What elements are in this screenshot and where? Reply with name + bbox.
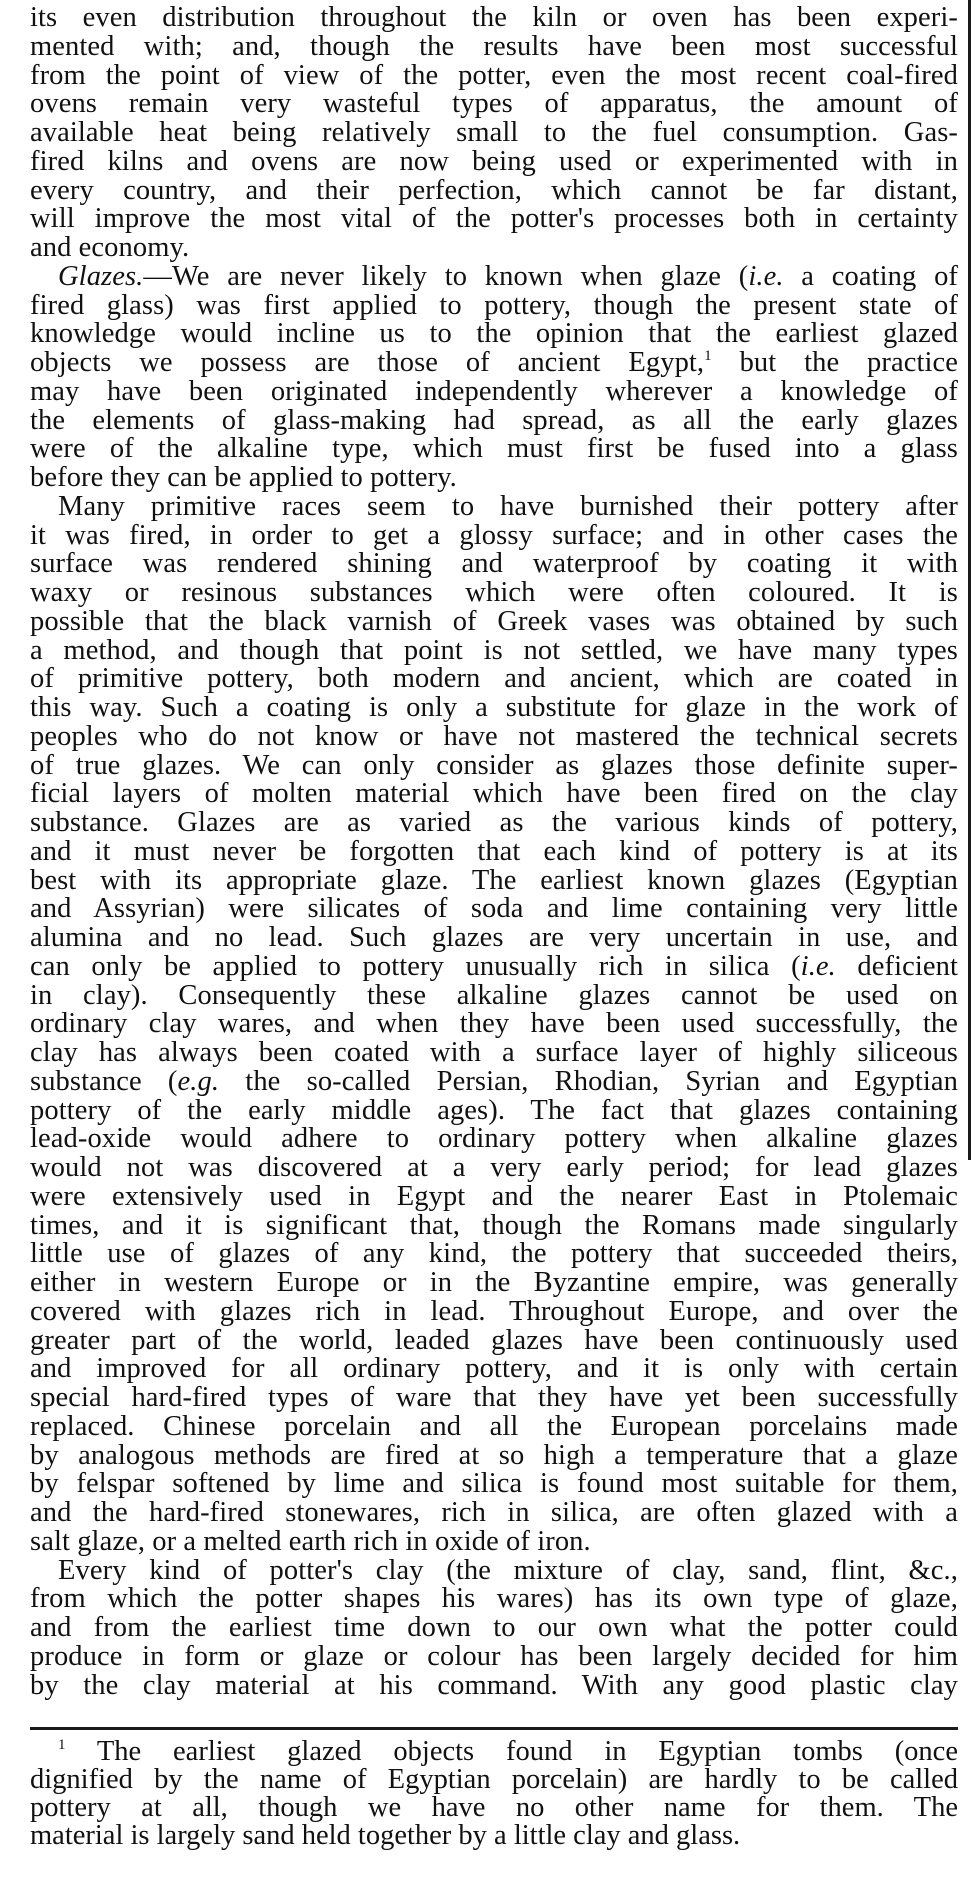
text-line: by felspar softened by lime and silica is found most suitable for them, (30, 1468, 958, 1500)
text-line: mented with; and, though the results have been most successful (30, 30, 958, 62)
text-line: every country, and their perfection, which cannot be far distant, (30, 174, 958, 206)
text-line: were extensively used in Egypt and the nearer East in Ptolemaic (30, 1180, 958, 1212)
footnote-line: dignified by the name of Egyptian porcelain) are hardly to be called (30, 1764, 958, 1795)
text-line: may have been originated independently wherever a knowledge of (30, 375, 958, 407)
page-edge-rule (968, 0, 971, 1160)
text-line: before they can be applied to pottery. (30, 462, 457, 493)
text-line: and economy. (30, 232, 190, 263)
text-line: the elements of glass-making had spread, as all the early glazes (30, 404, 958, 436)
text-line: ovens remain very wasteful types of apparatus, the amount of (30, 88, 958, 120)
text-line: surface was rendered shining and waterproof by coating it with (30, 548, 958, 580)
text-line: produce in form or glaze or colour has been largely decided for him (30, 1640, 958, 1672)
text-line: pottery of the early middle ages). The fact that glazes containing (30, 1094, 958, 1126)
footnote-line: pottery at all, though we have no other name for them. The (30, 1792, 958, 1823)
text-line: will improve the most vital of the potter's processes both in certainty (30, 203, 958, 235)
text-line: in clay). Consequently these alkaline glazes cannot be used on (30, 979, 958, 1011)
text-line: a method, and though that point is not settled, we have many types (30, 634, 958, 666)
text-line: this way. Such a coating is only a substitute for glaze in the work of (30, 692, 958, 723)
text-line: Every kind of potter's clay (the mixture of clay, sand, flint, &c., (58, 1554, 958, 1586)
text-line: times, and it is significant that, though the Romans made singularly (30, 1209, 958, 1241)
text-line: from the point of view of the potter, even the most recent coal-fired (30, 59, 958, 91)
text-line: from which the potter shapes his wares) has its own type of glaze, (30, 1583, 958, 1615)
footnote (30, 1738, 958, 1850)
footnote-divider (30, 1727, 958, 1730)
text-line: and Assyrian) were silicates of soda and lime containing very little (30, 893, 958, 925)
text-line: and the hard-fired stonewares, rich in silica, are often glazed with a (30, 1497, 958, 1528)
text-line: substance (e.g. the so-called Persian, Rhodian, Syrian and Egyptian (30, 1065, 958, 1097)
text-line: knowledge would incline us to the opinion that the earliest glazed (30, 318, 958, 350)
footnote-marker: 1 (58, 1737, 66, 1753)
text-line: possible that the black varnish of Greek vases was obtained by such (30, 605, 958, 637)
footnote-reference: 1 (704, 348, 712, 364)
text-line: objects we possess are those of ancient Egypt,$^1$ but the practice (30, 347, 958, 378)
text-line: can only be applied to pottery unusually rich in silica (i.e. deficient (30, 950, 958, 982)
main-text (30, 4, 958, 1700)
section-heading-glazes: Glazes. (58, 260, 144, 292)
text-line: best with its appropriate glaze. The earliest known glazes (Egyptian (30, 864, 958, 896)
page-body (30, 4, 958, 1700)
text-line: either in western Europe or in the Byzantine empire, was generally (30, 1267, 958, 1298)
footnote-line: material is largely sand held together by a little clay and glass. (30, 1820, 741, 1851)
text-line: and from the earliest time down to our own what the potter could (30, 1612, 958, 1643)
text-line: would not was discovered at a very early period; for lead glazes (30, 1152, 958, 1183)
text-line: waxy or resinous substances which were often coloured. It is (30, 577, 958, 608)
text-line: covered with glazes rich in lead. Throughout Europe, and over the (30, 1295, 958, 1327)
text-line: by analogous methods are fired at so high a temperature that a glaze (30, 1439, 958, 1471)
footnote-line: $^1$ The earliest glazed objects found in Egyptian tombs (once (58, 1736, 958, 1767)
text-line: of primitive pottery, both modern and ancient, which are coated in (30, 663, 958, 695)
text-line: ficial layers of molten material which have been fired on the clay (30, 778, 958, 810)
text-line: greater part of the world, leaded glazes have been continuously used (30, 1324, 958, 1356)
text-line: special hard-fired types of ware that they have yet been successfully (30, 1382, 958, 1413)
text-line: available heat being relatively small to the fuel consumption. Gas- (30, 117, 958, 148)
text-line: salt glaze, or a melted earth rich in oxide of iron. (30, 1525, 591, 1557)
text-line: Many primitive races seem to have burnished their pottery after (58, 490, 958, 522)
text-line: fired kilns and ovens are now being used or experimented with in (30, 145, 958, 177)
text-line: clay has always been coated with a surface layer of highly siliceous (30, 1037, 958, 1068)
text-line: replaced. Chinese porcelain and all the European porcelains made (30, 1410, 958, 1442)
text-line: of true glazes. We can only consider as glazes those definite super- (30, 749, 958, 781)
text-line: substance. Glazes are as varied as the various kinds of pottery, (30, 807, 958, 838)
text-line: were of the alkaline type, which must first be fused into a glass (30, 433, 958, 465)
text-line: alumina and no lead. Such glazes are very uncertain in use, and (30, 922, 958, 953)
text-line: peoples who do not know or have not mastered the technical secrets (30, 720, 958, 752)
text-line: fired glass) was first applied to pottery, though the present state of (30, 289, 958, 321)
text-line: ordinary clay wares, and when they have been used successfully, the (30, 1008, 958, 1040)
text-line: little use of glazes of any kind, the pottery that succeeded theirs, (30, 1238, 958, 1270)
text-line: lead-oxide would adhere to ordinary pottery when alkaline glazes (30, 1123, 958, 1155)
text-line: and improved for all ordinary pottery, and it is only with certain (30, 1353, 958, 1385)
text-line: and it must never be forgotten that each kind of pottery is at its (30, 835, 958, 867)
text-line: it was fired, in order to get a glossy surface; and in other cases the (30, 519, 958, 551)
text-line: its even distribution throughout the kiln or oven has been experi- (30, 2, 958, 33)
text-line: by the clay material at his command. With any good plastic clay (30, 1669, 958, 1701)
text-line: Glazes.—We are never likely to known when glaze (i.e. a coating of (58, 260, 959, 292)
